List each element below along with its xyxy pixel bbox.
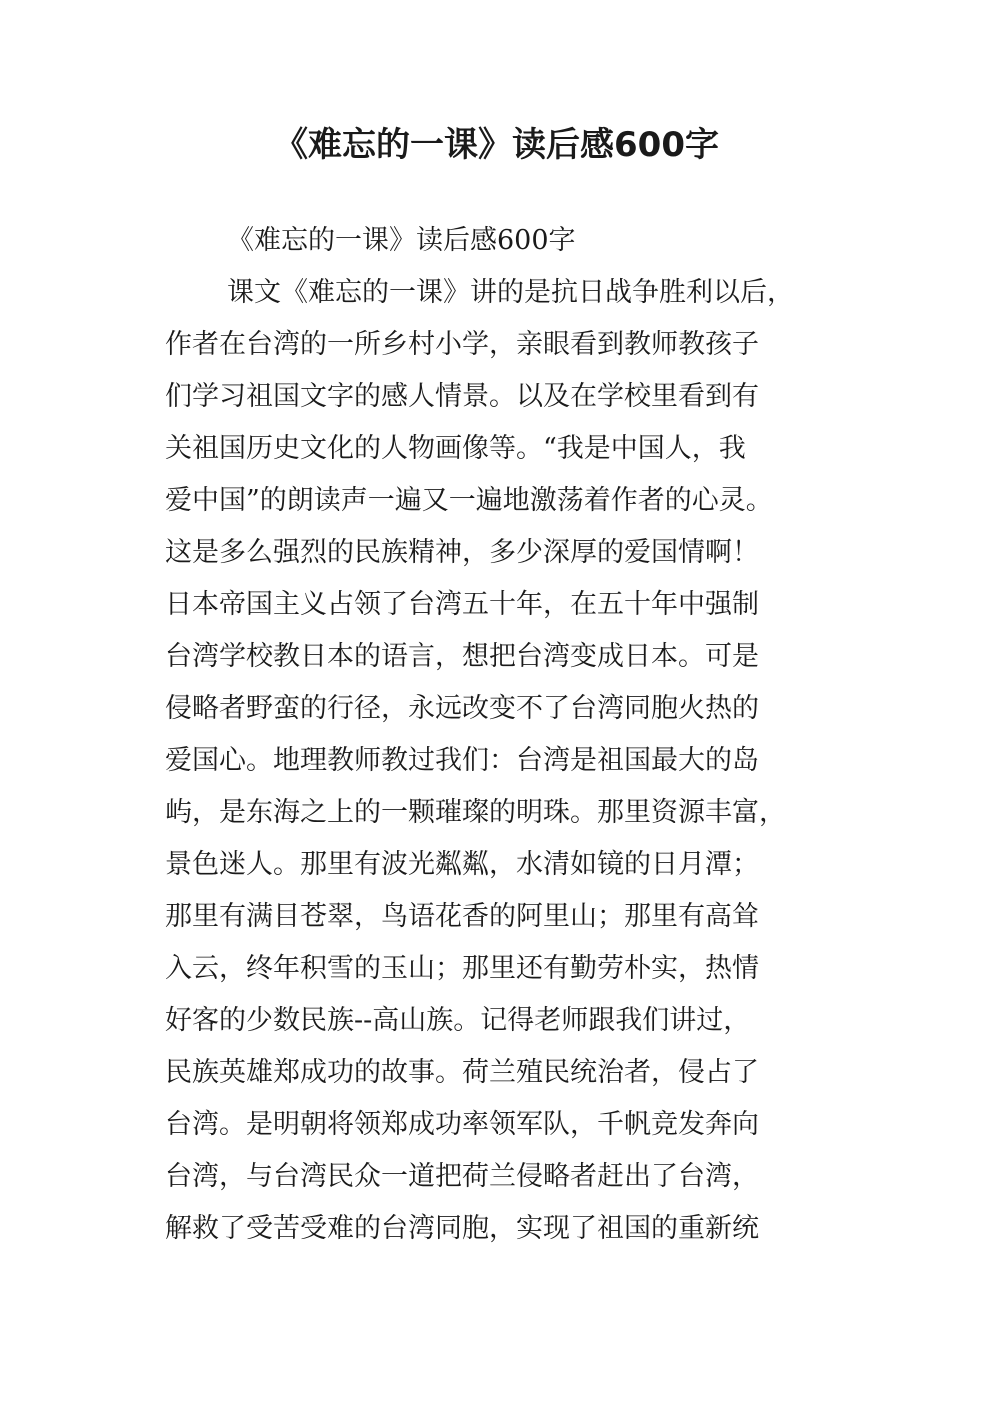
paragraph-line: 民族英雄郑成功的故事。荷兰殖民统治者，侵占了 — [165, 1057, 759, 1088]
paragraph-line: 关祖国历史文化的人物画像等。“我是中国人，我 — [165, 433, 746, 464]
paragraph-line: 入云，终年积雪的玉山；那里还有勤劳朴实，热情 — [165, 953, 759, 984]
paragraph-line: 日本帝国主义占领了台湾五十年，在五十年中强制 — [165, 589, 759, 620]
paragraph-line: 那里有满目苍翠，鸟语花香的阿里山；那里有高耸 — [165, 901, 759, 932]
page-title: 《难忘的一课》读后感600字 — [274, 125, 719, 165]
paragraph-line: 台湾。是明朝将领郑成功率领军队，千帆竞发奔向 — [165, 1109, 759, 1140]
paragraph-line: 台湾，与台湾民众一道把荷兰侵略者赶出了台湾， — [165, 1161, 759, 1192]
paragraph-line: 课文《难忘的一课》讲的是抗日战争胜利以后， — [227, 277, 794, 308]
paragraph-line: 爱国心。地理教师教过我们：台湾是祖国最大的岛 — [165, 745, 759, 776]
paragraph-line: 这是多么强烈的民族精神，多少深厚的爱国情啊！ — [165, 537, 759, 568]
subtitle-line: 《难忘的一课》读后感600字 — [227, 225, 576, 256]
paragraph-line: 台湾学校教日本的语言，想把台湾变成日本。可是 — [165, 641, 759, 672]
paragraph-line: 解救了受苦受难的台湾同胞，实现了祖国的重新统 — [165, 1213, 759, 1244]
paragraph-line: 屿，是东海之上的一颗璀璨的明珠。那里资源丰富， — [165, 797, 786, 828]
paragraph-line: 景色迷人。那里有波光粼粼，水清如镜的日月潭； — [165, 849, 759, 880]
paragraph-line: 作者在台湾的一所乡村小学，亲眼看到教师教孩子 — [165, 329, 759, 360]
paragraph-line: 爱中国”的朗读声一遍又一遍地激荡着作者的心灵。 — [165, 485, 773, 516]
paragraph-line: 们学习祖国文字的感人情景。以及在学校里看到有 — [165, 381, 759, 412]
paragraph-line: 好客的少数民族--高山族。记得老师跟我们讲过， — [165, 1005, 751, 1036]
paragraph-line: 侵略者野蛮的行径，永远改变不了台湾同胞火热的 — [165, 693, 759, 724]
